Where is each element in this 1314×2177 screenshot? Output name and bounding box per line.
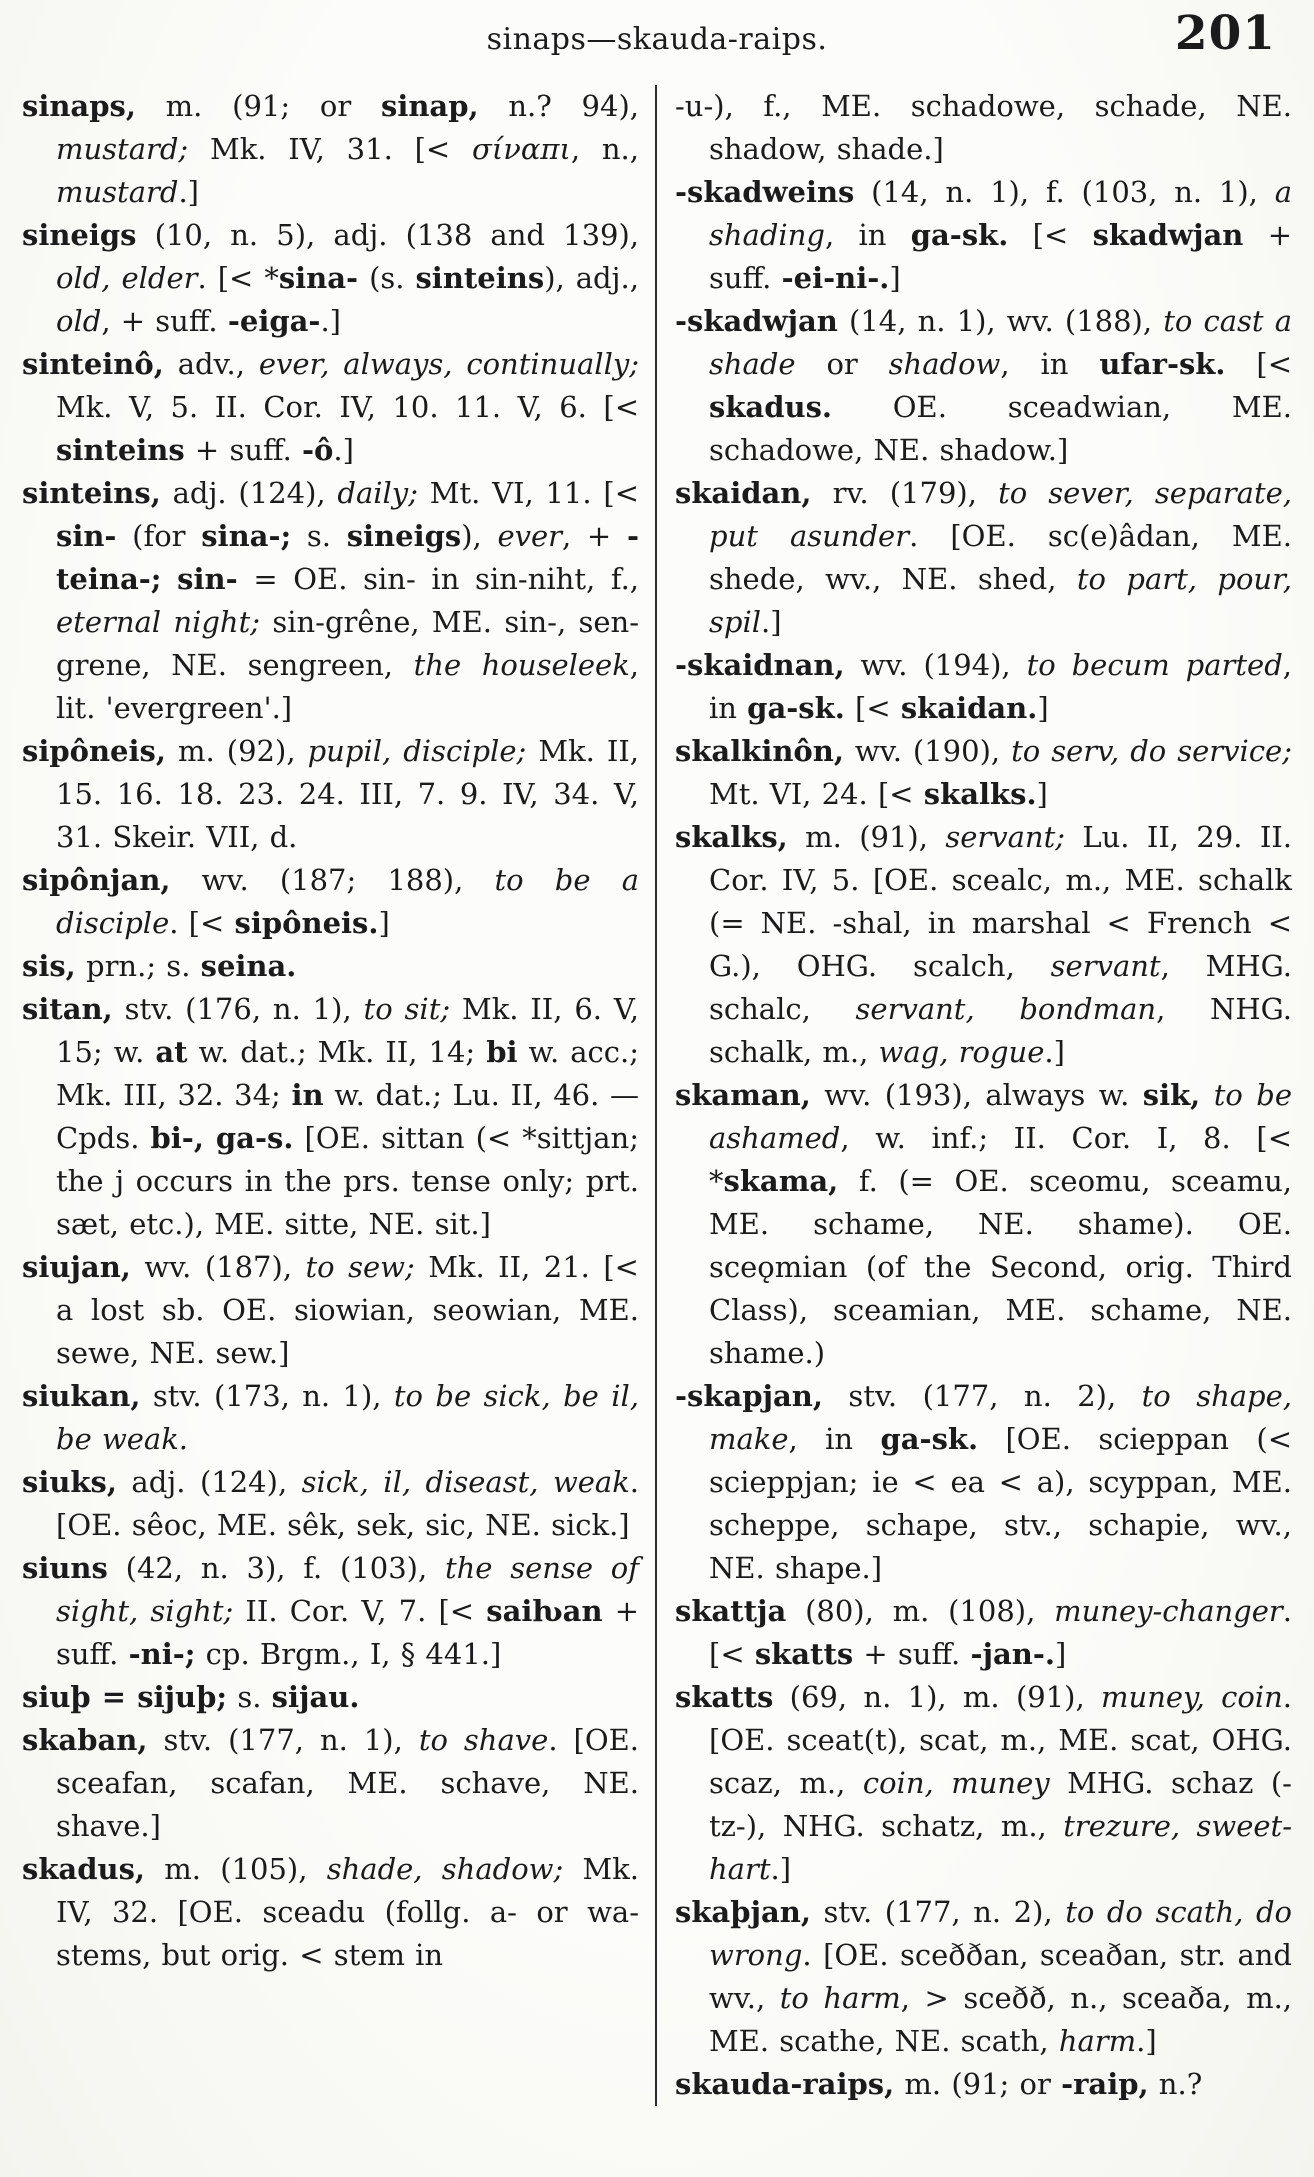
column-left (22, 85, 655, 2106)
dictionary-entry: -skadweins (14, n. 1), f. (103, n. 1), a shading, in ga-sk. [< skadwjan + suff. -ei-ni-.] (675, 175, 1292, 295)
dictionary-entry: skattja (80), m. (108), muney-changer. [< skatts + suff. -jan-.] (675, 1594, 1292, 1671)
dictionary-entry: skaþjan, stv. (177, n. 2), to do scath, do wrong. [OE. sceððan, sceaðan, str. and wv., to harm, > sceðð, n., sceaða, m., ME. scathe, NE. scath, harm.] (675, 1895, 1293, 2058)
column-right (657, 85, 1292, 2106)
dictionary-entry: skaban, stv. (177, n. 1), to shave. [OE. sceafan, scafan, ME. schave, NE. shave.] (22, 1723, 640, 1843)
dictionary-entry: skadus, m. (105), shade, shadow; Mk. IV, 32. [OE. sceadu (follg. a- or wa-stems, but orig. < stem in (22, 1852, 639, 1972)
dictionary-entry: skalkinôn, wv. (190), to serv, do service; Mt. VI, 24. [< skalks.] (675, 734, 1292, 811)
dictionary-entry: sipôneis, m. (92), pupil, disciple; Mk. II, 15. 16. 18. 23. 24. III, 7. 9. IV, 34. V, 31. Skeir. VII, d. (22, 734, 639, 854)
dictionary-entry: -skadwjan (14, n. 1), wv. (188), to cast a shade or shadow, in ufar-sk. [< skadus. OE. sceadwian, ME. schadowe, NE. shadow.] (675, 304, 1292, 467)
dictionary-entry: skatts (69, n. 1), m. (91), muney, coin. [OE. sceat(t), scat, m., ME. scat, OHG. scaz, m., coin, muney MHG. schaz (-tz-), NHG. schatz, m., trezure, sweet-hart.] (675, 1680, 1292, 1886)
dictionary-entry: -u-), f., ME. schadowe, schade, NE. shadow, shade.] (675, 89, 1292, 166)
dictionary-entry: -skaidnan, wv. (194), to becum parted, in ga-sk. [< skaidan.] (675, 648, 1292, 725)
dictionary-entry: siujan, wv. (187), to sew; Mk. II, 21. [< a lost sb. OE. siowian, seowian, ME. sewe, NE. sew.] (22, 1250, 639, 1370)
dictionary-entry: -skapjan, stv. (177, n. 2), to shape, make, in ga-sk. [OE. scieppan (< scieppjan; ie < ea < a), scyppan, ME. scheppe, schape, stv., schapie, wv., NE. shape.] (675, 1379, 1293, 1585)
dictionary-entry: skalks, m. (91), servant; Lu. II, 29. II. Cor. IV, 5. [OE. scealc, m., ME. schalk (= NE. -shal, in marshal < French < G.), OHG. scalch, servant, MHG. schalc, servant, bondman, NHG. schalk, m., wag, rogue.] (675, 820, 1293, 1069)
dictionary-entry: siuns (42, n. 3), f. (103), the sense of sight, sight; II. Cor. V, 7. [< saiƕan + suff. -ni-; cp. Brgm., I, § 441.] (22, 1551, 640, 1671)
dictionary-entry: sinteins, adj. (124), daily; Mt. VI, 11. [< sin- (for sina-; s. sineigs), ever, + -teina-; sin- = OE. sin- in sin-niht, f., eternal night; sin-grêne, ME. sin-, sen-grene, NE. sengreen, the houseleek, lit. 'evergreen'.] (22, 476, 640, 725)
running-head: sinaps—skauda-raips. (486, 22, 828, 57)
dictionary-entry: siuþ = sijuþ; s. sijau. (22, 1680, 360, 1714)
page-number: 201 (1174, 6, 1276, 61)
dictionary-entry: sineigs (10, n. 5), adj. (138 and 139), old, elder. [< *sina- (s. sinteins), adj., old, + suff. -eiga-.] (22, 218, 639, 338)
dictionary-entry: siuks, adj. (124), sick, il, diseast, weak. [OE. sêoc, ME. sêk, sek, sic, NE. sick.] (22, 1465, 640, 1542)
dictionary-entry: skauda-raips, m. (91; or -raip, n.? (675, 2067, 1203, 2101)
dictionary-entry: sitan, stv. (176, n. 1), to sit; Mk. II, 6. V, 15; w. at w. dat.; Mk. II, 14; bi w. acc.; Mk. III, 32. 34; in w. dat.; Lu. II, 46. — Cpds. bi-, ga-s. [OE. sittan (< *sittjan; the j occurs in the prs. tense only; prt. sæt, etc.), ME. sitte, NE. sit.] (22, 992, 640, 1241)
dictionary-entry: sinteinô, adv., ever, always, continually; Mk. V, 5. II. Cor. IV, 10. 11. V, 6. [< sinteins + suff. -ô.] (22, 347, 640, 467)
dictionary-entry: sipônjan, wv. (187; 188), to be a disciple. [< sipôneis.] (22, 863, 639, 940)
dictionary-entry: skaman, wv. (193), always w. sik, to be ashamed, w. inf.; II. Cor. I, 8. [< *skama, f. (= OE. sceomu, sceamu, ME. schame, NE. shame). OE. sceǫmian (of the Second, orig. Third Class), sceamian, ME. schame, NE. shame.) (675, 1078, 1293, 1370)
dictionary-entry: siukan, stv. (173, n. 1), to be sick, be il, be weak. (22, 1379, 639, 1456)
dictionary-entry: skaidan, rv. (179), to sever, separate, put asunder. [OE. sc(e)âdan, ME. shede, wv., NE. shed, to part, pour, spil.] (675, 476, 1292, 639)
dictionary-entry: sinaps, m. (91; or sinap, n.? 94), mustard; Mk. IV, 31. [< σίναπι, n., mustard.] (22, 89, 639, 209)
dictionary-entry: sis, prn.; s. seina. (22, 949, 297, 983)
text-columns (22, 85, 1292, 2106)
